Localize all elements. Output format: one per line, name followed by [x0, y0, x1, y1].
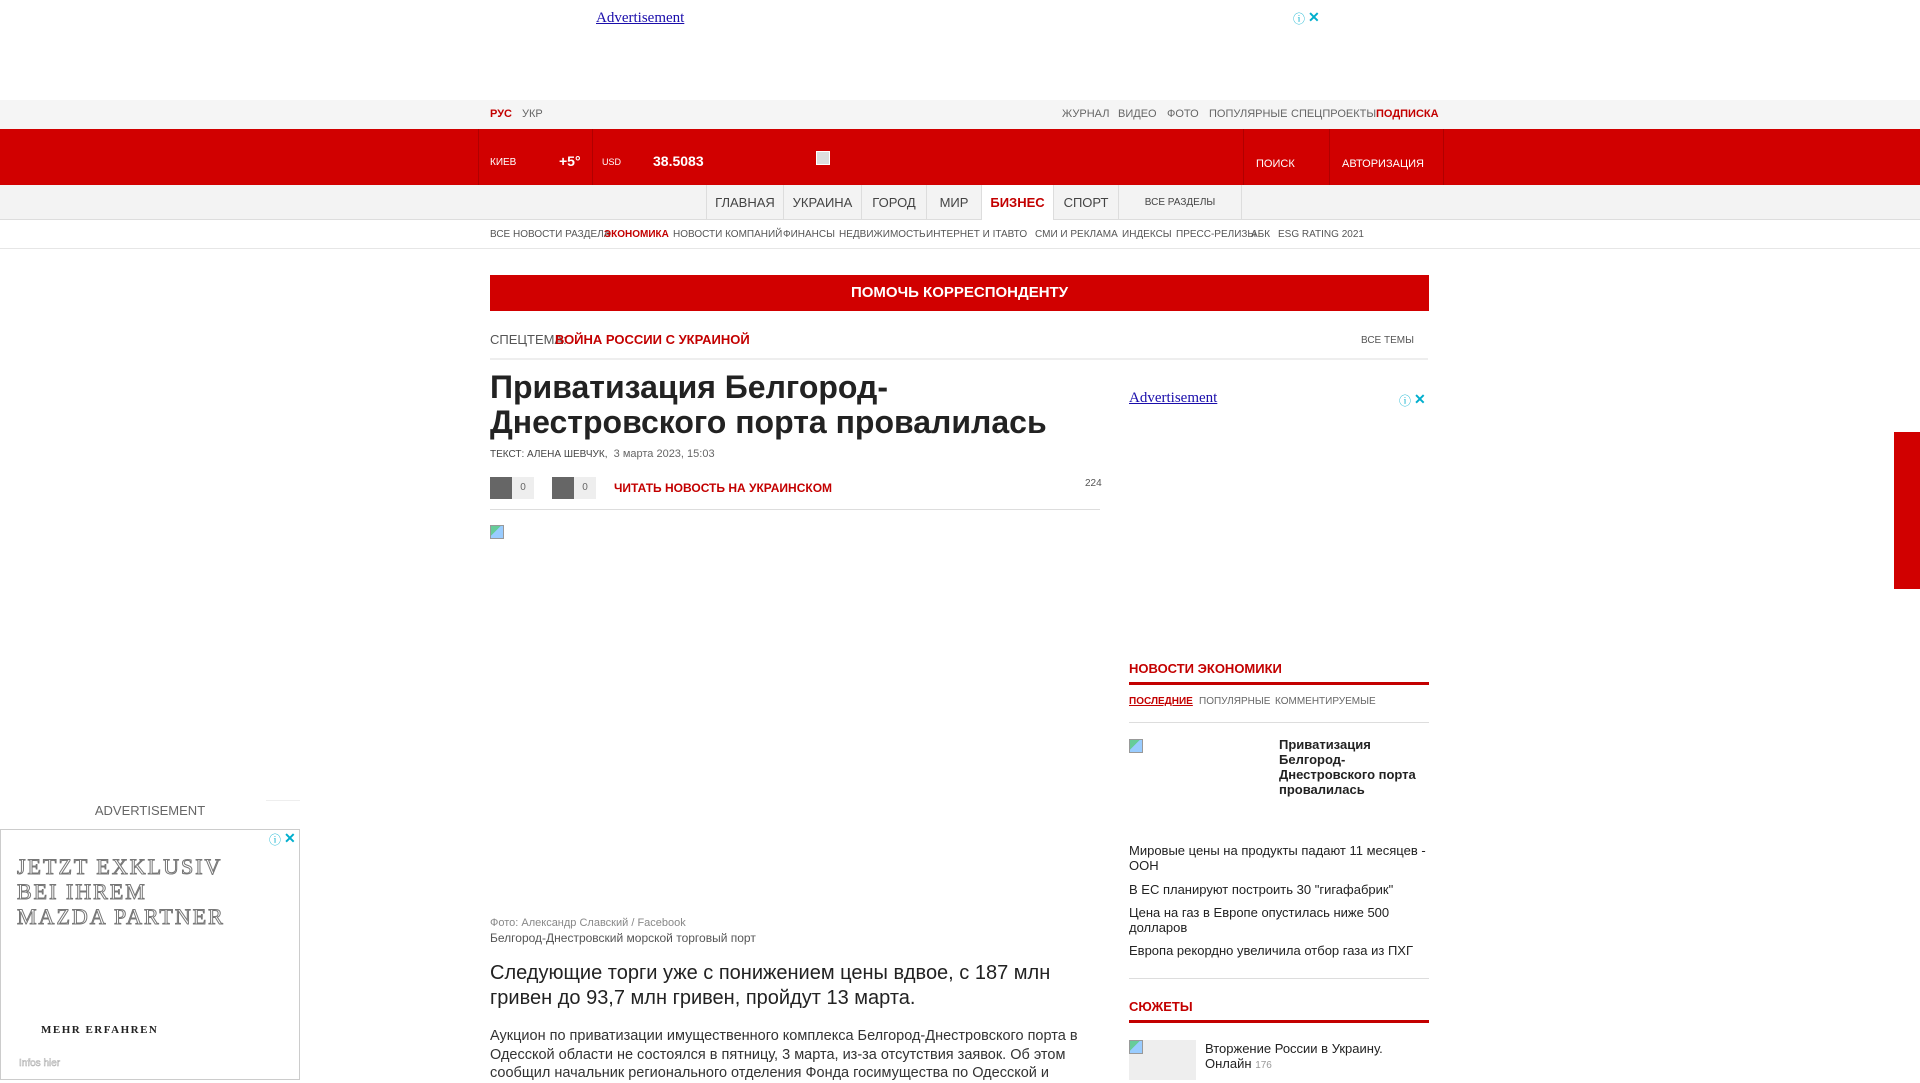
lang-ukr[interactable]: УКР: [522, 108, 543, 120]
news-item[interactable]: В ЕС планируют построить 30 "гигафабрик": [1129, 882, 1394, 897]
nav-all-sections[interactable]: ВСЕ РАЗДЕЛЫ: [1118, 185, 1242, 220]
sidebar-ad-link[interactable]: Advertisement: [1129, 390, 1218, 406]
auth-button[interactable]: АВТОРИЗАЦИЯ: [1342, 158, 1424, 170]
mazda-advertisement[interactable]: [0, 829, 300, 1080]
site-logo[interactable]: [816, 151, 830, 165]
read-ukrainian-link[interactable]: ЧИТАТЬ НОВОСТЬ НА УКРАИНСКОМ: [614, 481, 833, 495]
subnav-companies[interactable]: НОВОСТИ КОМПАНИЙ: [673, 229, 783, 240]
ad-headline: JETZT EXKLUSIV BEI IHREM MAZDA PARTNER: [17, 854, 225, 929]
tab-commented[interactable]: КОММЕНТИРУЕМЫЕ: [1275, 696, 1376, 707]
header-divider: [592, 129, 593, 185]
story-thumbnail[interactable]: [1129, 1040, 1196, 1080]
news-item[interactable]: Мировые цены на продукты падают 11 месяцев - ООН: [1129, 843, 1426, 873]
article-body: Аукцион по приватизации имущественного комплекса Белгород-Днестровского порта в Одесской области не состоялся в пятницу, 3 марта, из-за отсутствия заявок. Об этом сообщил начальник регионального отделения Фонда госимущества по Одесской и: [490, 1028, 1078, 1081]
photo-credit: Фото: Александр Славский / Facebook: [490, 917, 686, 929]
nav-ukraine[interactable]: УКРАИНА: [783, 185, 861, 220]
author[interactable]: ТЕКСТ: АЛЕНА ШЕВЧУК,: [490, 449, 608, 460]
econ-news-heading[interactable]: НОВОСТИ ЭКОНОМИКИ: [1129, 661, 1429, 685]
nav-city[interactable]: ГОРОД: [861, 185, 926, 220]
subnav-indexes[interactable]: ИНДЕКСЫ: [1122, 229, 1172, 240]
subnav-press[interactable]: ПРЕСС-РЕЛИЗЫ: [1176, 229, 1257, 240]
view-count: 224: [1085, 478, 1102, 489]
help-correspondent-button[interactable]: ПОМОЧЬ КОРРЕСПОНДЕНТУ: [490, 275, 1429, 311]
news-thumbnail[interactable]: [1129, 739, 1143, 753]
adchoices-icon[interactable]: ⓘ: [1293, 12, 1306, 26]
nav-main[interactable]: ГЛАВНАЯ: [706, 185, 783, 220]
main-nav: [0, 185, 1920, 220]
section-subnav: [0, 221, 1920, 249]
broken-image-icon: [490, 525, 504, 539]
advertisement-label: ADVERTISEMENT: [94, 803, 206, 818]
tab-latest[interactable]: ПОСЛЕДНИЕ: [1129, 696, 1193, 707]
subnav-realestate[interactable]: НЕДВИЖИМОСТЬ: [839, 229, 926, 240]
adchoices-icon[interactable]: ⓘ: [1399, 394, 1412, 408]
close-icon[interactable]: ✕: [1414, 391, 1426, 407]
article-byline: [490, 448, 715, 460]
story-title[interactable]: Вторжение России в Украину. Онлайн: [1205, 1041, 1383, 1071]
share-row: [490, 475, 1100, 510]
header-divider: [1243, 129, 1244, 185]
theme-label: СПЕЦТЕМА:: [490, 332, 567, 347]
publish-date: 3 марта 2023, 15:03: [613, 448, 715, 460]
top-advertisement[interactable]: [0, 0, 1920, 100]
divider: [1129, 978, 1429, 979]
learn-more-button[interactable]: MEHR ERFAHREN: [41, 1024, 159, 1036]
lang-rus[interactable]: РУС: [490, 108, 512, 120]
sidebar-advertisement[interactable]: [1129, 390, 1429, 640]
facebook-share-icon[interactable]: [490, 477, 512, 499]
subnav-auto[interactable]: АВТО: [1001, 229, 1028, 240]
article-photo[interactable]: [490, 525, 1100, 905]
ad-info-text: Infos hier: [19, 1058, 61, 1069]
link-subscribe[interactable]: ПОДПИСКА: [1376, 108, 1439, 120]
side-feedback-tab[interactable]: [1894, 432, 1920, 589]
link-popular[interactable]: ПОПУЛЯРНЫЕ: [1209, 108, 1288, 120]
telegram-share-icon[interactable]: [552, 477, 574, 499]
header-divider: [478, 129, 479, 185]
top-ad-link[interactable]: Advertisement: [596, 10, 685, 26]
utility-bar: [0, 100, 1920, 129]
story-count: 176: [1255, 1060, 1272, 1071]
news-item[interactable]: Европа рекордно увеличила отбор газа из ПХГ: [1129, 943, 1413, 958]
stories-heading[interactable]: СЮЖЕТЫ: [1129, 999, 1429, 1023]
special-theme-row: [490, 328, 1428, 360]
story-item[interactable]: [1205, 1041, 1429, 1073]
econ-news-tabs: [1129, 688, 1429, 723]
article-lead: Следующие торги уже с понижением цены вдвое, с 187 млн гривен до 93,7 млн гривен, пройдут 13 марта.: [490, 962, 1051, 1009]
all-themes-link[interactable]: ВСЕ ТЕМЫ: [1361, 335, 1414, 346]
link-journal[interactable]: ЖУРНАЛ: [1062, 108, 1110, 120]
close-icon[interactable]: ✕: [284, 830, 296, 846]
header-divider: [1443, 129, 1444, 185]
news-item[interactable]: Цена на газ в Европе опустилась ниже 500 долларов: [1129, 905, 1390, 935]
adchoices-icon[interactable]: ⓘ: [269, 833, 282, 847]
article-title: Приватизация Белгород-Днестровского порта провалилась: [490, 369, 1047, 440]
nav-business[interactable]: БИЗНЕС: [981, 185, 1053, 220]
weather-city[interactable]: КИЕВ: [490, 157, 517, 168]
subnav-finance[interactable]: ФИНАНСЫ: [783, 229, 835, 240]
share-count: 0: [574, 477, 596, 499]
nav-world[interactable]: МИР: [926, 185, 981, 220]
link-photo[interactable]: ФОТО: [1167, 108, 1199, 120]
link-specprojects[interactable]: СПЕЦПРОЕКТЫ: [1291, 108, 1377, 120]
subnav-media[interactable]: СМИ И РЕКЛАМА: [1035, 229, 1118, 240]
subnav-esg[interactable]: ESG RATING 2021: [1278, 229, 1364, 240]
currency-rate: 38.5083: [653, 153, 704, 169]
subnav-economy[interactable]: ЭКОНОМИКА: [604, 229, 669, 240]
header-divider: [1329, 129, 1330, 185]
divider: [266, 800, 300, 801]
subnav-internet[interactable]: ИНТЕРНЕТ И IT: [926, 229, 1002, 240]
currency-label[interactable]: USD: [602, 157, 622, 167]
photo-caption: Белгород-Днестровский морской торговый порт: [490, 931, 756, 945]
link-video[interactable]: ВИДЕО: [1118, 108, 1157, 120]
share-count: 0: [512, 477, 534, 499]
featured-news-link[interactable]: Приватизация Белгород-Днестровского порта провалилась: [1279, 737, 1416, 797]
subnav-abk[interactable]: АБК: [1251, 229, 1271, 240]
tab-popular[interactable]: ПОПУЛЯРНЫЕ: [1199, 696, 1271, 707]
site-header: [0, 129, 1920, 185]
weather-temp: +5°: [559, 153, 581, 169]
close-icon[interactable]: ✕: [1308, 9, 1320, 25]
search-button[interactable]: ПОИСК: [1256, 158, 1295, 170]
theme-link[interactable]: ВОЙНА РОССИИ С УКРАИНОЙ: [555, 332, 750, 347]
broken-image-icon: [1129, 1040, 1143, 1054]
subnav-all[interactable]: ВСЕ НОВОСТИ РАЗДЕЛА: [490, 229, 611, 240]
nav-sport[interactable]: СПОРТ: [1053, 185, 1118, 220]
